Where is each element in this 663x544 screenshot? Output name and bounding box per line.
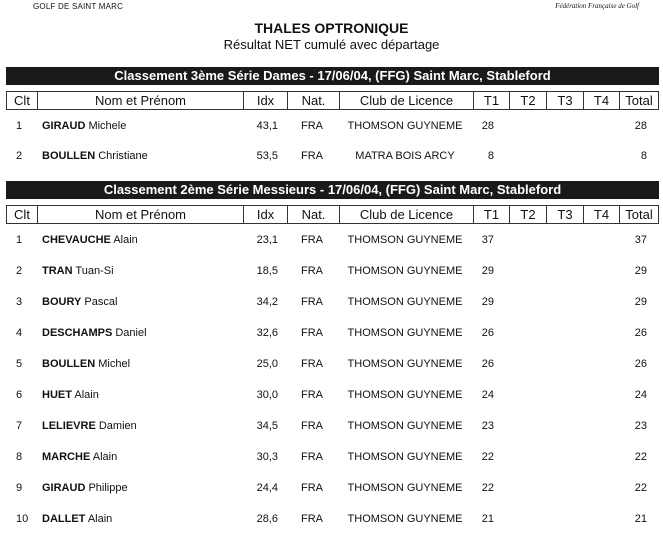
index-cell: 25,0 <box>256 358 278 370</box>
t1-score-cell: 26 <box>481 358 494 370</box>
total-cell: 24 <box>634 389 647 401</box>
index-cell: 24,4 <box>256 482 278 494</box>
rank-cell: 2 <box>16 150 23 162</box>
table-row <box>6 150 659 180</box>
col-header-name: Nom et Prénom <box>37 92 243 109</box>
results-dames <box>6 120 659 180</box>
results-messieurs <box>6 234 659 544</box>
col-header-t1: T1 <box>473 92 509 109</box>
col-header-club: Club de Licence <box>339 206 473 223</box>
col-header-clt: Clt <box>14 93 30 108</box>
t1-score-cell: 21 <box>481 513 494 525</box>
col-header-name: Nom et Prénom <box>37 206 243 223</box>
rank-cell: 9 <box>16 482 23 494</box>
t1-score-cell: 23 <box>481 420 494 432</box>
player-last-name: CHEVAUCHE <box>42 234 111 246</box>
player-last-name: GIRAUD <box>42 120 86 132</box>
index-cell: 30,3 <box>256 451 278 463</box>
player-first-name: Michel <box>98 358 131 370</box>
total-cell: 22 <box>634 451 647 463</box>
col-header-t3: T3 <box>546 92 583 109</box>
total-cell: 29 <box>634 265 647 277</box>
club-cell: THOMSON GUYNEME <box>347 120 463 132</box>
club-cell: THOMSON GUYNEME <box>347 234 463 246</box>
table-row <box>6 358 659 389</box>
table-row <box>6 420 659 451</box>
section-title-messieurs: Classement 2ème Série Messieurs - 17/06/04, (FFG) Saint Marc, Stableford <box>6 181 659 199</box>
rank-cell: 2 <box>16 265 23 277</box>
rank-cell: 8 <box>16 451 23 463</box>
club-cell: THOMSON GUYNEME <box>347 451 463 463</box>
nationality-cell: FRA <box>301 296 323 308</box>
table-header-dames <box>6 91 659 110</box>
col-header-t2: T2 <box>509 92 546 109</box>
table-row <box>6 265 659 296</box>
t1-score-cell: 22 <box>481 451 494 463</box>
rank-cell: 10 <box>16 513 29 525</box>
index-cell: 34,2 <box>256 296 278 308</box>
col-header-clt: Clt <box>14 207 30 222</box>
t1-score-cell: 29 <box>481 265 494 277</box>
t1-score-cell: 26 <box>481 327 494 339</box>
federation-name: Fédération Française de Golf <box>555 2 639 10</box>
player-last-name: DALLET <box>42 513 86 525</box>
table-row <box>6 482 659 513</box>
rank-cell: 6 <box>16 389 23 401</box>
player-first-name: Damien <box>98 420 137 432</box>
total-cell: 37 <box>634 234 647 246</box>
player-name-cell <box>42 296 242 309</box>
player-first-name: Tuan-Si <box>75 265 114 277</box>
total-cell: 23 <box>634 420 647 432</box>
total-cell: 8 <box>640 150 647 162</box>
player-first-name: Alain <box>113 234 138 246</box>
table-row <box>6 451 659 482</box>
nationality-cell: FRA <box>301 265 323 277</box>
player-name-cell <box>42 150 242 163</box>
nationality-cell: FRA <box>301 358 323 370</box>
total-cell: 29 <box>634 296 647 308</box>
player-first-name: Alain <box>92 451 118 463</box>
player-name-cell <box>42 120 242 133</box>
table-row <box>6 120 659 150</box>
nationality-cell: FRA <box>301 389 323 401</box>
club-cell: THOMSON GUYNEME <box>347 358 463 370</box>
col-header-total: Total <box>619 206 658 223</box>
table-row <box>6 513 659 544</box>
player-last-name: GIRAUD <box>42 482 86 494</box>
total-cell: 22 <box>634 482 647 494</box>
player-first-name: Michele <box>88 120 127 132</box>
player-name-cell <box>42 234 242 247</box>
player-last-name: BOULLEN <box>42 150 96 162</box>
table-row <box>6 389 659 420</box>
player-name-cell <box>42 327 242 340</box>
player-first-name: Pascal <box>84 296 118 308</box>
player-last-name: TRAN <box>42 265 73 277</box>
rank-cell: 4 <box>16 327 23 339</box>
index-cell: 30,0 <box>256 389 278 401</box>
t1-score-cell: 22 <box>481 482 494 494</box>
player-last-name: BOULLEN <box>42 358 96 370</box>
t1-score-cell: 37 <box>481 234 494 246</box>
nationality-cell: FRA <box>301 513 323 525</box>
col-header-nat: Nat. <box>287 206 339 223</box>
index-cell: 43,1 <box>256 120 278 132</box>
col-header-t3: T3 <box>546 206 583 223</box>
nationality-cell: FRA <box>301 482 323 494</box>
total-cell: 26 <box>634 327 647 339</box>
club-cell: THOMSON GUYNEME <box>347 327 463 339</box>
nationality-cell: FRA <box>301 120 323 132</box>
total-cell: 28 <box>634 120 647 132</box>
col-header-club: Club de Licence <box>339 92 473 109</box>
index-cell: 32,6 <box>256 327 278 339</box>
player-name-cell <box>42 420 242 433</box>
col-header-t1: T1 <box>473 206 509 223</box>
table-row <box>6 234 659 265</box>
club-cell: THOMSON GUYNEME <box>347 420 463 432</box>
col-header-idx: Idx <box>243 206 287 223</box>
index-cell: 53,5 <box>256 150 278 162</box>
player-first-name: Christiane <box>98 150 148 162</box>
nationality-cell: FRA <box>301 327 323 339</box>
player-name-cell <box>42 358 242 371</box>
club-cell: THOMSON GUYNEME <box>347 389 463 401</box>
page-title: THALES OPTRONIQUE <box>254 20 409 36</box>
player-name-cell <box>42 513 242 526</box>
player-last-name: DESCHAMPS <box>42 327 113 339</box>
table-row <box>6 296 659 327</box>
rank-cell: 1 <box>16 120 23 132</box>
club-cell: THOMSON GUYNEME <box>347 513 463 525</box>
player-name-cell <box>42 265 242 278</box>
rank-cell: 5 <box>16 358 23 370</box>
rank-cell: 7 <box>16 420 23 432</box>
page-subtitle: Résultat NET cumulé avec départage <box>223 37 440 52</box>
nationality-cell: FRA <box>301 150 323 162</box>
player-first-name: Daniel <box>115 327 147 339</box>
player-last-name: LELIEVRE <box>42 420 96 432</box>
nationality-cell: FRA <box>301 420 323 432</box>
club-cell: THOMSON GUYNEME <box>347 296 463 308</box>
col-header-t2: T2 <box>509 206 546 223</box>
t1-score-cell: 28 <box>481 120 494 132</box>
player-last-name: BOURY <box>42 296 82 308</box>
t1-score-cell: 29 <box>481 296 494 308</box>
table-row <box>6 327 659 358</box>
section-title-dames: Classement 3ème Série Dames - 17/06/04, (FFG) Saint Marc, Stableford <box>6 67 659 85</box>
col-header-total: Total <box>619 92 658 109</box>
col-header-t4: T4 <box>583 206 619 223</box>
col-header-t4: T4 <box>583 92 619 109</box>
col-header-idx: Idx <box>243 92 287 109</box>
club-cell: THOMSON GUYNEME <box>347 482 463 494</box>
player-first-name: Philippe <box>88 482 128 494</box>
rank-cell: 3 <box>16 296 23 308</box>
club-cell: MATRA BOIS ARCY <box>355 150 455 162</box>
nationality-cell: FRA <box>301 451 323 463</box>
player-last-name: HUET <box>42 389 72 401</box>
index-cell: 18,5 <box>256 265 278 277</box>
index-cell: 23,1 <box>256 234 278 246</box>
club-cell: THOMSON GUYNEME <box>347 265 463 277</box>
club-name: GOLF DE SAINT MARC <box>33 2 124 11</box>
total-cell: 21 <box>634 513 647 525</box>
player-name-cell <box>42 451 242 464</box>
player-name-cell <box>42 389 242 402</box>
t1-score-cell: 8 <box>487 150 494 162</box>
index-cell: 34,5 <box>256 420 278 432</box>
nationality-cell: FRA <box>301 234 323 246</box>
table-header-messieurs <box>6 205 659 224</box>
total-cell: 26 <box>634 358 647 370</box>
rank-cell: 1 <box>16 234 23 246</box>
player-name-cell <box>42 482 242 495</box>
player-first-name: Alain <box>74 389 99 401</box>
player-first-name: Alain <box>87 513 113 525</box>
col-header-nat: Nat. <box>287 92 339 109</box>
player-last-name: MARCHE <box>42 451 91 463</box>
t1-score-cell: 24 <box>481 389 494 401</box>
index-cell: 28,6 <box>256 513 278 525</box>
